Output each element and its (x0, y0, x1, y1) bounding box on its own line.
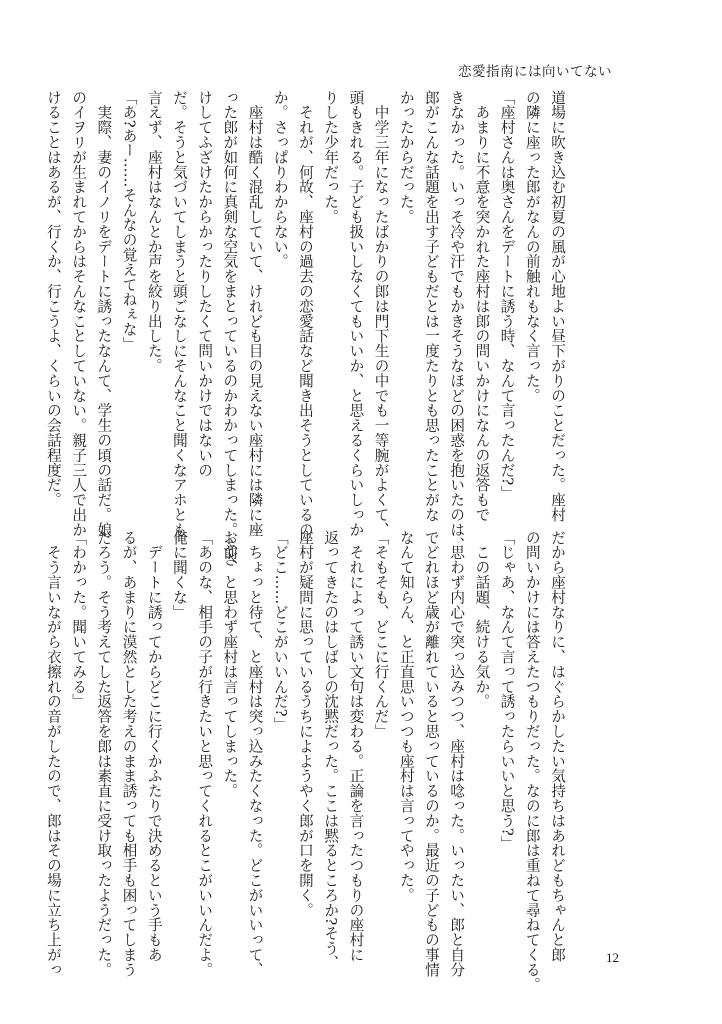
text-line: か。さっぱりわからない。 (271, 90, 289, 269)
text-line: だ。そうと気づいてしまうと頭ごなしにそんなこと聞くなアホとも (170, 90, 188, 537)
text-line: なんて知らん、と正直思いつつも座村は言ってやった。 (397, 530, 415, 903)
text-line: の問いかけには答えたつもりだった。なのに郎は重ねて尋ねてくる。 (523, 530, 541, 992)
text-line: だろう。そう考えてした返答を郎は素直に受け取ったようだった。 (95, 530, 113, 977)
text-line: 「座村さんは奥さんをデートに誘う時、なんて言ったんだ?」 (498, 90, 516, 501)
text-line: けることはあるが、行くか、行こうよ、くらいの会話程度だ。 (44, 90, 62, 508)
text-line: 郎がこんな話題を出す子どもだとは一度たりとも思ったことがな (422, 90, 440, 523)
text-line: った郎が如何に真剣な空気をまとっているのかわかってしまった。ふざ (221, 90, 239, 567)
upper-text-block (44, 90, 570, 567)
text-line: 「じゃあ、なんて言って誘ったらいいと思う?」 (498, 530, 516, 852)
text-line: けしてふざけたからかったりしたくて問いかけではないの (196, 90, 214, 478)
text-line: 「どこ……どこがいいんだ?」 (271, 530, 289, 732)
text-line: 思わず内心で突っ込みつつ、座村は唸った。いったい、郎と自分 (448, 530, 466, 977)
text-line: 「あのな、相手の子が行きたいと思ってくれるとこがいいんだよ。 (196, 530, 214, 977)
text-line: でどれほど歳が離れていると思っているのか。最近の子どもの事情 (422, 530, 440, 977)
text-line: 座村が疑問に思っているうちによようやく郎が口を開く。 (296, 530, 314, 918)
running-title: 恋愛指南には向いてない (458, 64, 612, 80)
text-line: 実際、妻のイノリをデートに誘ったなんて、学生の頃の話だ。娘 (95, 90, 113, 537)
text-line: ちょっと待て、と座村は突っ込みたくなった。どこがいいって、 (246, 530, 264, 977)
text-line: お前、と思わず座村は言ってしまった。 (221, 530, 239, 799)
text-line: 俺に聞くな」 (170, 530, 188, 620)
text-line: 「あ?あー……そんなの覚えてねぇな」 (120, 90, 138, 352)
text-line: 座村は酷く混乱していて、けれども目の見えない座村には隣に座 (246, 90, 264, 537)
text-line: きなかった。いっそ冷や汗でもかきそうなほどの困惑を抱いたのは、 (448, 90, 466, 552)
text-line: あまりに不意を突かれた座村は郎の問いかけになんの返答もで (473, 90, 491, 523)
text-line: 「わかった。聞いてみる」 (70, 530, 88, 709)
page-number: 12 (606, 950, 619, 965)
text-line: 道場に吹き込む初夏の風が心地よい昼下がりのことだった。座村 (549, 90, 566, 523)
text-line: 頭もきれる。子ども扱いしなくてもいいか、と思えるくらいしっか (347, 90, 365, 537)
text-line: この話題、続ける気か。 (473, 530, 491, 709)
text-line: かったからだった。 (397, 90, 415, 225)
text-line: るが、あまりに漠然とした考えのまま誘っても相手も困ってしまう (120, 530, 138, 977)
lower-text-block (44, 530, 570, 992)
text-line: それが、何故、座村の過去の恋愛話など聞き出そうとしているの (296, 90, 314, 537)
text-line: 返ってきたのはしばしの沈黙だった。ここは黙るところか?そう、 (322, 530, 340, 971)
text-line: 中学三年になったばかりの郎は門下生の中でも一等腕がよくて、 (372, 90, 390, 537)
text-line: りした少年だった。 (322, 90, 340, 225)
text-line: 「そもそも、どこに行くんだ」 (372, 530, 390, 739)
text-line: 言えず、座村はなんとか声を絞り出した。 (145, 90, 163, 374)
text-line: そう言いながら衣擦れの音がしたので、郎はその場に立ち上がっ (44, 530, 62, 977)
text-line: だから座村なりに、はぐらかしたい気持ちはあれどもちゃんと郎 (549, 530, 566, 963)
text-line: のイヲリが生まれてからはそんなことしていない。親子三人で出か (70, 90, 88, 537)
text-line: の隣に座った郎がなんの前触れもなく言った。 (523, 90, 541, 403)
text-line: それによって誘い文句は変わる。正論を言ったつもりの座村に (347, 530, 365, 963)
text-line: デートに誘ってからどこに行くかふたりで決めるという手もあ (145, 530, 163, 963)
